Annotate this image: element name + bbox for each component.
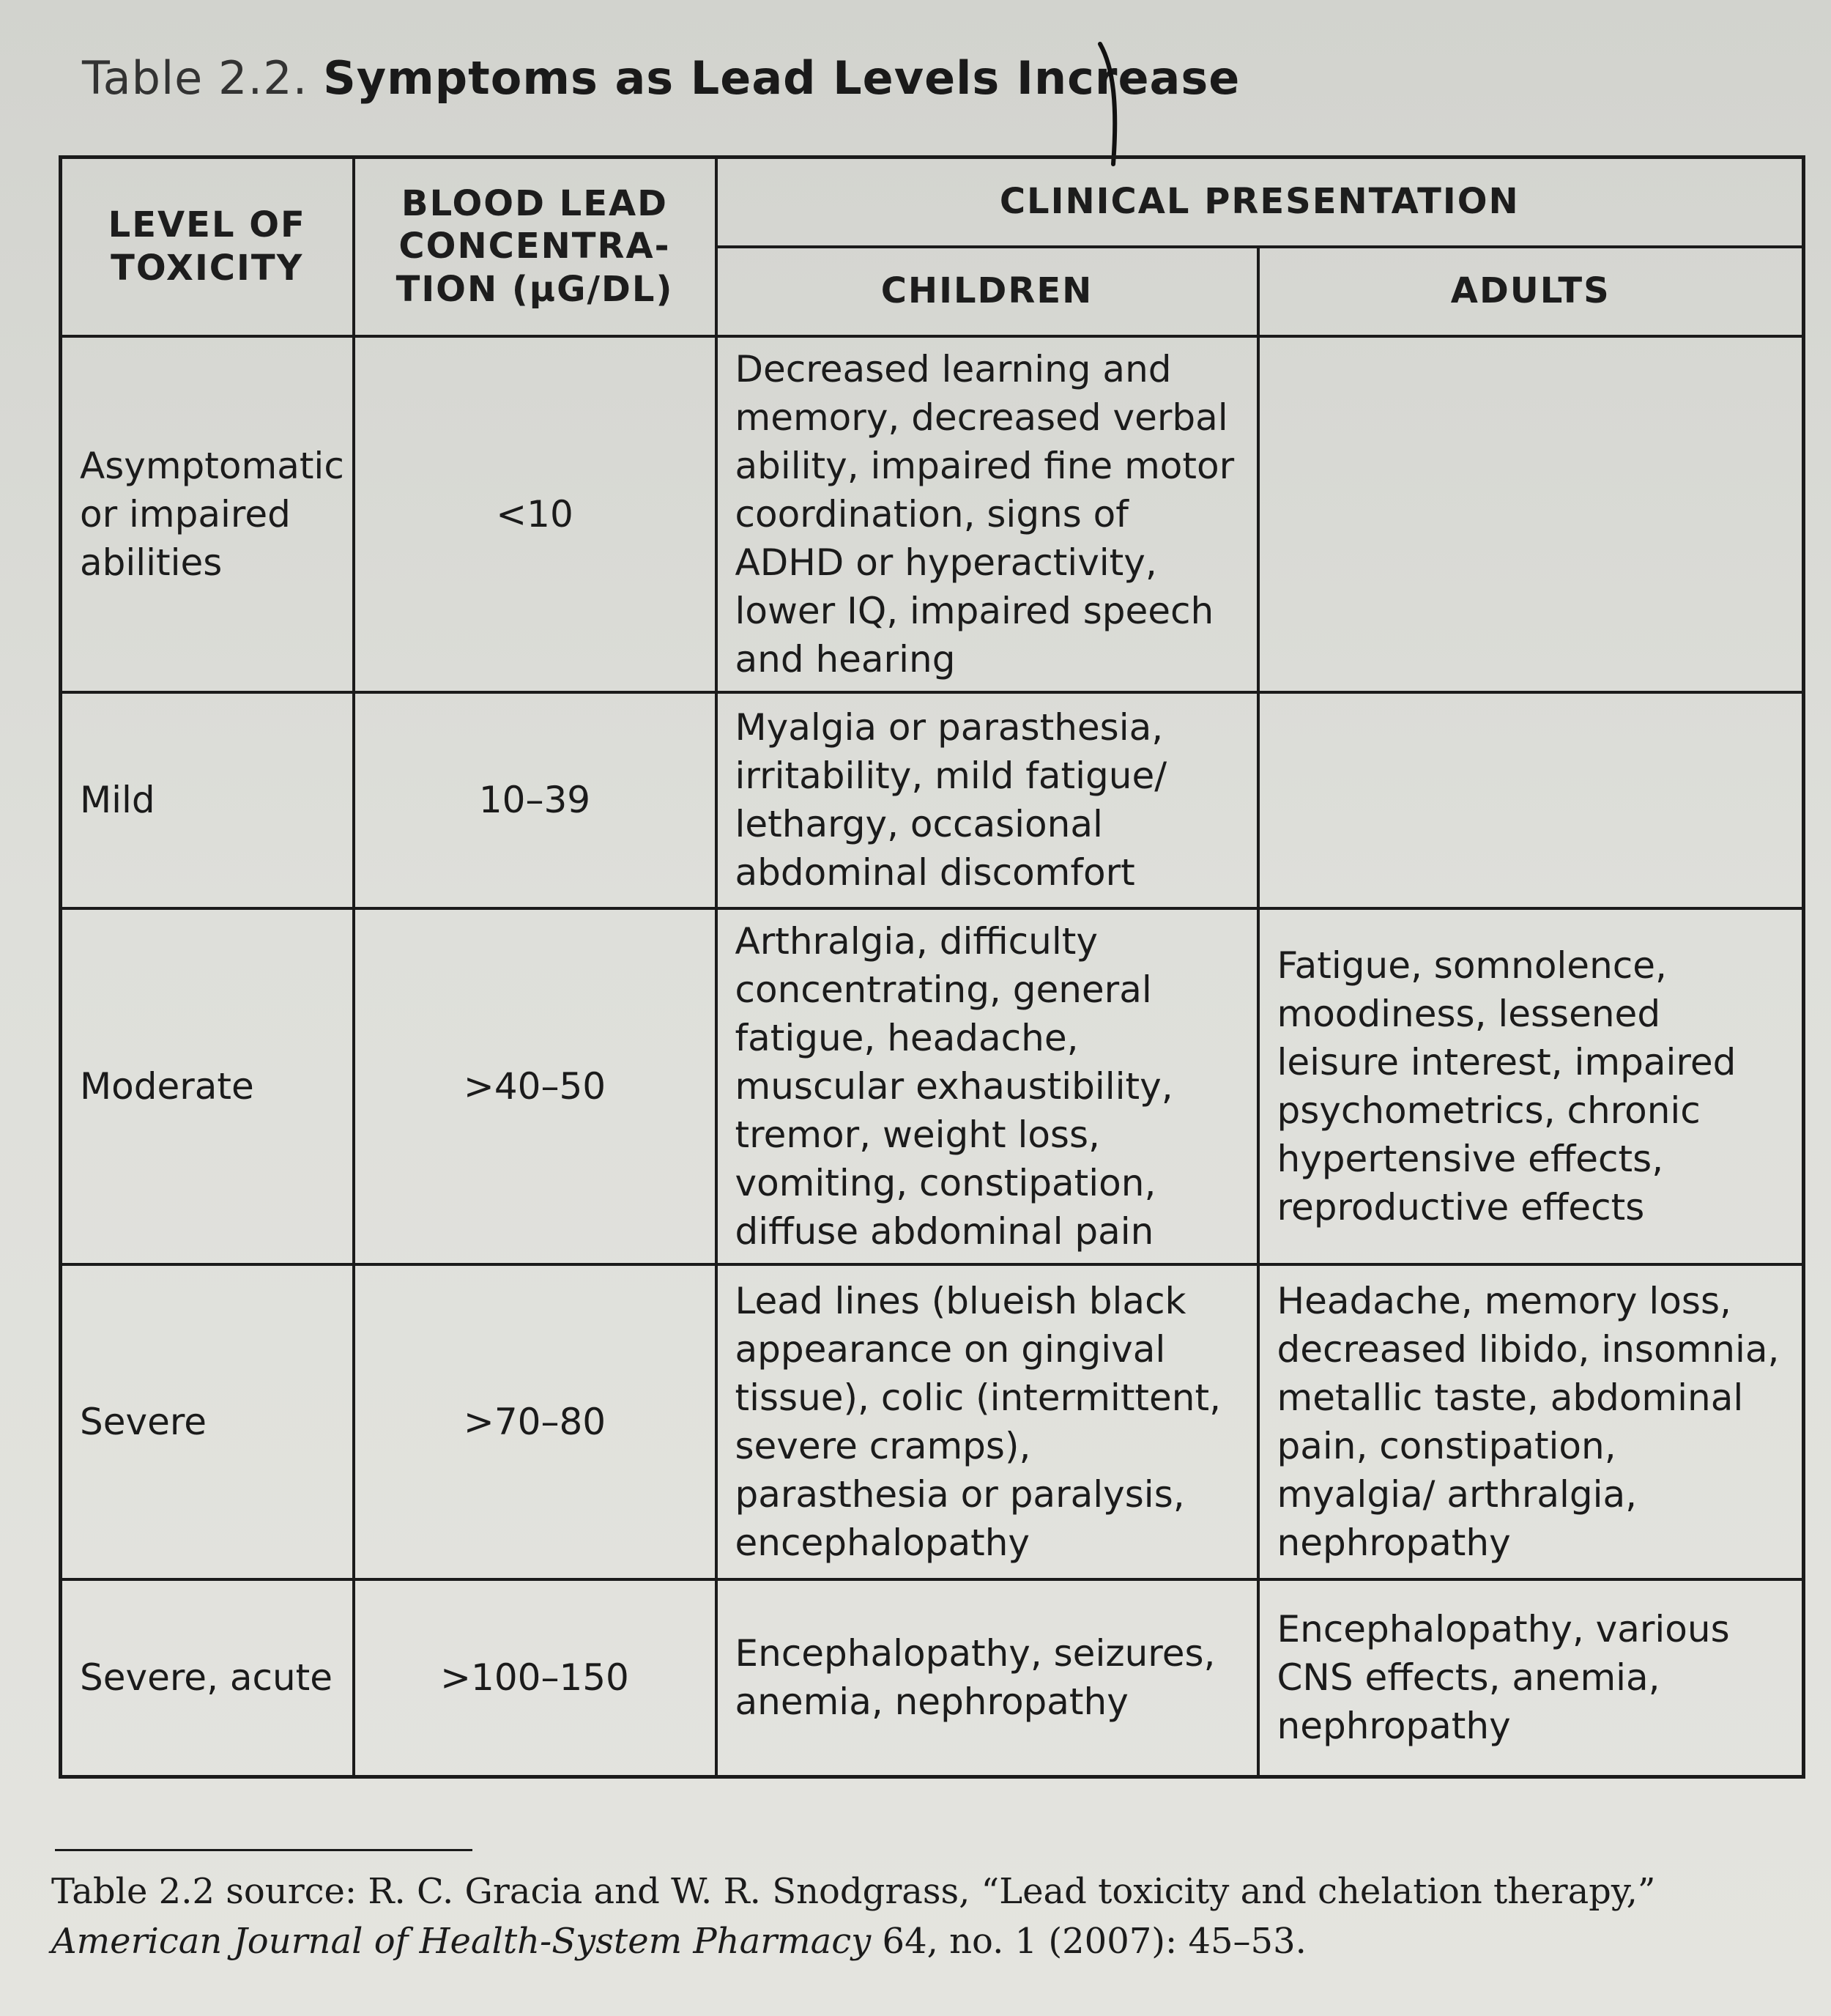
table-title: Symptoms as Lead Levels Increase	[323, 51, 1241, 105]
cell-level: Asymptomatic or impaired abilities	[61, 336, 354, 692]
table-row	[61, 1579, 1804, 1777]
cell-children: Arthralgia, difficulty concentrating, general fatigue, headache, muscular exhaustibility, tremor, weight loss, vomiting, constipation, diffuse abdominal pain	[716, 908, 1258, 1264]
footnote-journal: American Journal of Health-System Pharmacy	[51, 1921, 872, 1963]
table-row	[61, 1264, 1804, 1579]
table-caption	[82, 51, 1240, 105]
cell-concentration: >70–80	[354, 1264, 716, 1579]
footnote-suffix: 64, no. 1 (2007): 45–53.	[871, 1921, 1307, 1963]
cell-concentration: >100–150	[354, 1579, 716, 1777]
cell-adults: Fatigue, somnolence, moodiness, lessened leisure interest, impaired psychometrics, chronic hypertensive effects, reproductive effects	[1258, 908, 1804, 1264]
table-row	[61, 336, 1804, 692]
header-adults: ADULTS	[1258, 247, 1804, 336]
table-label: Table 2.2.	[82, 51, 308, 105]
cell-children: Encephalopathy, seizures, anemia, nephropathy	[716, 1579, 1258, 1777]
cell-concentration: 10–39	[354, 692, 716, 908]
table-row	[61, 908, 1804, 1264]
header-level-of-toxicity: LEVEL OF TOXICITY	[61, 158, 354, 336]
cell-concentration: >40–50	[354, 908, 716, 1264]
header-clinical-presentation: CLINICAL PRESENTATION	[716, 158, 1804, 247]
cell-concentration: <10	[354, 336, 716, 692]
lead-symptoms-table	[59, 155, 1805, 1779]
cell-children: Myalgia or parasthesia, irritability, mild fatigue/ lethargy, occasional abdominal discomfort	[716, 692, 1258, 908]
cell-adults: Encephalopathy, various CNS effects, anemia, nephropathy	[1258, 1579, 1804, 1777]
header-children: CHILDREN	[716, 247, 1258, 336]
table-source-footnote	[51, 1867, 1809, 1966]
cell-children: Decreased learning and memory, decreased verbal ability, impaired fine motor coordination, signs of ADHD or hyperactivity, lower IQ, impaired speech and hearing	[716, 336, 1258, 692]
cell-children: Lead lines (blueish black appearance on gingival tissue), colic (intermittent, severe cramps), parasthesia or paralysis, encephalopathy	[716, 1264, 1258, 1579]
cell-adults	[1258, 692, 1804, 908]
table-row	[61, 692, 1804, 908]
cell-adults	[1258, 336, 1804, 692]
footnote-divider	[55, 1849, 472, 1851]
cell-adults: Headache, memory loss, decreased libido, insomnia, metallic taste, abdominal pain, constipation, myalgia/ arthralgia, nephropathy	[1258, 1264, 1804, 1579]
header-blood-lead-concentration: BLOOD LEAD CONCENTRA-TION (μG/DL)	[354, 158, 716, 336]
pen-mark-annotation	[1091, 38, 1135, 170]
footnote-prefix: Table 2.2 source: R. C. Gracia and W. R. Snodgrass, “Lead toxicity and chelation therapy,”	[51, 1871, 1656, 1912]
cell-level: Severe	[61, 1264, 354, 1579]
cell-level: Mild	[61, 692, 354, 908]
cell-level: Moderate	[61, 908, 354, 1264]
cell-level: Severe, acute	[61, 1579, 354, 1777]
